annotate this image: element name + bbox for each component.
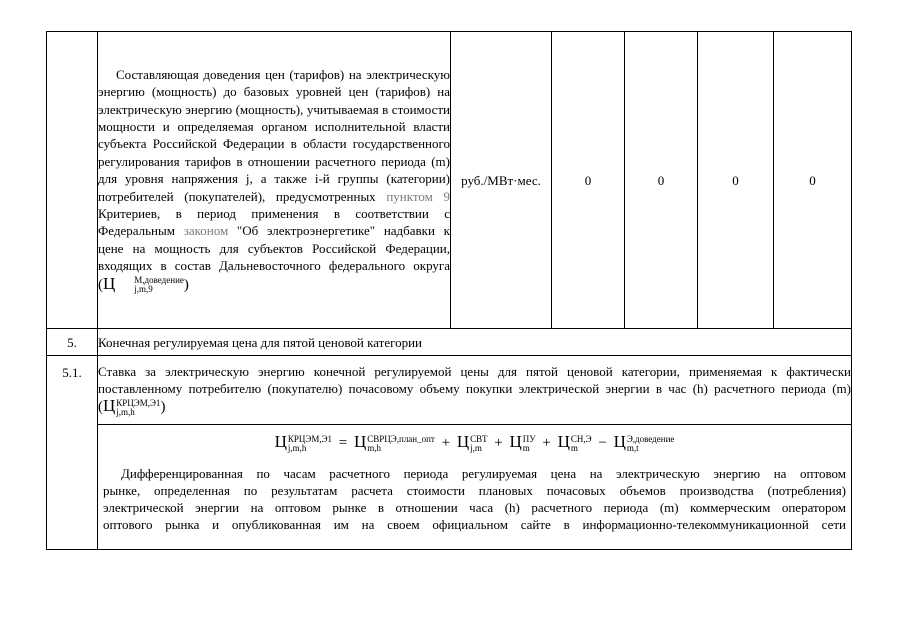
table-row [47, 329, 852, 356]
description-text-2: Критериев, в период применения в соответствии с Федеральным [98, 206, 450, 239]
explanation-line: оптового рынка и опубликованная им на своем официальном сайте в информационно-телекоммуникационной сети [103, 516, 846, 532]
value-cell-3: 0 [698, 32, 774, 329]
criteria-link[interactable]: пунктом 9 [386, 188, 450, 204]
row-number: 5. [47, 329, 98, 356]
unit-cell: руб./МВт·мес. [451, 32, 552, 329]
row-number-cell [47, 32, 98, 329]
value-cell-4: 0 [774, 32, 852, 329]
price-symbol: (Ц М,доведение j,m,9 ) [98, 273, 189, 295]
table-row [47, 425, 852, 550]
price-formula: Ц КРЦЭМ,Э1 j,m,h = Ц СВРЦЭ,план_опт m,h + Ц СВТ j,m + Ц ПУ m + Ц СН,Э m − Ц Э,доведение m,t [274, 432, 675, 453]
description-text: Ставка за электрическую энергию конечной регулируемой цены для пятой ценовой категории, применяемая к фактически поставленному потребителю (покупателю) почасовому объему покупки электрической энергии в час (h) расчетного периода (m) [98, 364, 851, 397]
price-symbol: (Ц КРЦЭМ,Э1 j,m,h ) [98, 396, 166, 417]
value-cell-1: 0 [552, 32, 625, 329]
law-link[interactable]: законом [183, 223, 229, 239]
row-description [98, 356, 852, 425]
explanation-line: рынке, определенная по результатам расчета стоимости плановых почасовых объемов производства (потребления) [103, 482, 846, 498]
formula-explanation [98, 459, 851, 537]
row-number: 5.1. [47, 356, 98, 550]
description-text: Составляющая доведения цен (тарифов) на электрическую энергию (мощность) до базовых уровней цен (тарифов) на электрическую энергию (мощность), учитываемая в стоимости мощности и определяемая органом исполнительной власти субъекта Российской Федерации в области государственного регулирования тарифов в отношении расчетного периода (m) для уровня напряжения j, а также i-й группы (категории) потребителей (покупателей), предусмотренных [98, 66, 450, 204]
explanation-line: электрической энергии на оптовом рынке в отношении часа (h) расчетного периода (m) коммерческим оператором [103, 499, 846, 515]
table-row [47, 356, 852, 425]
value-cell-2: 0 [625, 32, 698, 329]
description-text-3: "Об электроэнергетике" надбавки к цене на мощность для субъектов Российской Федерации, входящих в состав Дальневосточного федерального округа [98, 223, 450, 274]
explanation-line: Дифференцированная по часам расчетного периода регулируемая цена на электрическую энергию на оптовом [121, 465, 846, 481]
row-description [98, 32, 451, 329]
table-row [47, 32, 852, 329]
formula-cell [98, 425, 852, 550]
tariff-table [46, 31, 852, 550]
row-description: Конечная регулируемая цена для пятой ценовой категории [98, 329, 852, 356]
